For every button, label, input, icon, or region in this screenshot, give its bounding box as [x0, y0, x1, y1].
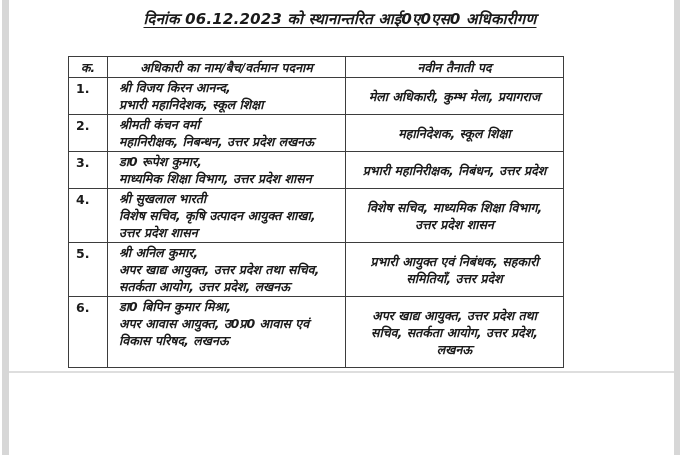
- name-line: महानिरीक्षक, निबन्धन, उत्तर प्रदेश लखनऊ: [119, 134, 315, 149]
- name-line: अपर आवास आयुक्त, उ0प्र0 आवास एवं: [119, 316, 310, 331]
- officer-name-cell: [108, 189, 346, 243]
- name-line: उत्तर प्रदेश शासन: [119, 225, 198, 240]
- post-line: महानिदेशक, स्कूल शिक्षा: [398, 125, 511, 141]
- name-line: डा0 रूपेश कुमार,: [119, 154, 202, 169]
- column-header-officer-name: अधिकारी का नाम/बैच/वर्तमान पदनाम: [108, 57, 346, 78]
- table-row: [69, 243, 564, 297]
- serial-number: 4.: [69, 189, 108, 243]
- serial-number: 1.: [69, 78, 108, 115]
- name-line: श्री अनिल कुमार,: [119, 245, 199, 260]
- officer-name-cell: [108, 297, 346, 368]
- new-posting-cell: [346, 243, 564, 297]
- name-line: श्रीमती कंचन वर्मा: [119, 117, 200, 132]
- name-line: डा0 बिपिन कुमार मिश्रा,: [119, 299, 232, 314]
- name-line: सतर्कता आयोग, उत्तर प्रदेश, लखनऊ: [119, 279, 291, 294]
- name-line: श्री विजय किरन आनन्द,: [119, 80, 231, 95]
- table-header-row: [69, 57, 564, 78]
- officer-name-cell: [108, 152, 346, 189]
- table-row: [69, 297, 564, 368]
- new-posting-cell: [346, 78, 564, 115]
- officer-name-cell: [108, 78, 346, 115]
- new-posting-cell: [346, 115, 564, 152]
- new-posting-cell: [346, 189, 564, 243]
- post-line: प्रभारी आयुक्त एवं निबंधक, सहकारी: [370, 253, 539, 269]
- post-line: समितियाँ, उत्तर प्रदेश: [406, 270, 503, 286]
- new-posting-cell: [346, 297, 564, 368]
- table-row: [69, 152, 564, 189]
- table-row: [69, 189, 564, 243]
- transfer-officers-table: [68, 56, 564, 368]
- post-line: सचिव, सतर्कता आयोग, उत्तर प्रदेश,: [371, 324, 538, 340]
- name-line: अपर खाद्य आयुक्त, उत्तर प्रदेश तथा सचिव,: [119, 262, 320, 277]
- post-line: अपर खाद्य आयुक्त, उत्तर प्रदेश तथा: [372, 307, 537, 323]
- column-header-serial: क.: [69, 57, 108, 78]
- name-line: प्रभारी महानिदेशक, स्कूल शिक्षा: [119, 97, 264, 112]
- name-line: विशेष सचिव, कृषि उत्पादन आयुक्त शाखा,: [119, 208, 316, 223]
- post-line: उत्तर प्रदेश शासन: [415, 216, 494, 232]
- post-line: प्रभारी महानिरीक्षक, निबंधन, उत्तर प्रदेश: [362, 162, 547, 178]
- officer-name-cell: [108, 243, 346, 297]
- serial-number: 6.: [69, 297, 108, 368]
- name-line: श्री सुखलाल भारती: [119, 191, 207, 206]
- officer-name-cell: [108, 115, 346, 152]
- serial-number: 2.: [69, 115, 108, 152]
- document-title: दिनांक 06.12.2023 को स्थानान्तरित आई0ए0एस0 अधिकारीगण: [143, 10, 537, 28]
- name-line: माध्यमिक शिक्षा विभाग, उत्तर प्रदेश शासन: [119, 171, 312, 186]
- left-page-edge: [2, 0, 9, 455]
- new-posting-cell: [346, 152, 564, 189]
- serial-number: 3.: [69, 152, 108, 189]
- column-header-new-posting: नवीन तैनाती पद: [346, 57, 564, 78]
- post-line: लखनऊ: [436, 341, 473, 357]
- table-row: [69, 115, 564, 152]
- name-line: विकास परिषद, लखनऊ: [119, 333, 229, 348]
- serial-number: 5.: [69, 243, 108, 297]
- post-line: मेला अधिकारी, कुम्भ मेला, प्रयागराज: [368, 88, 541, 104]
- post-line: विशेष सचिव, माध्यमिक शिक्षा विभाग,: [366, 199, 543, 215]
- right-page-edge: [674, 0, 680, 455]
- page-fold-line: [9, 371, 674, 373]
- table-row: [69, 78, 564, 115]
